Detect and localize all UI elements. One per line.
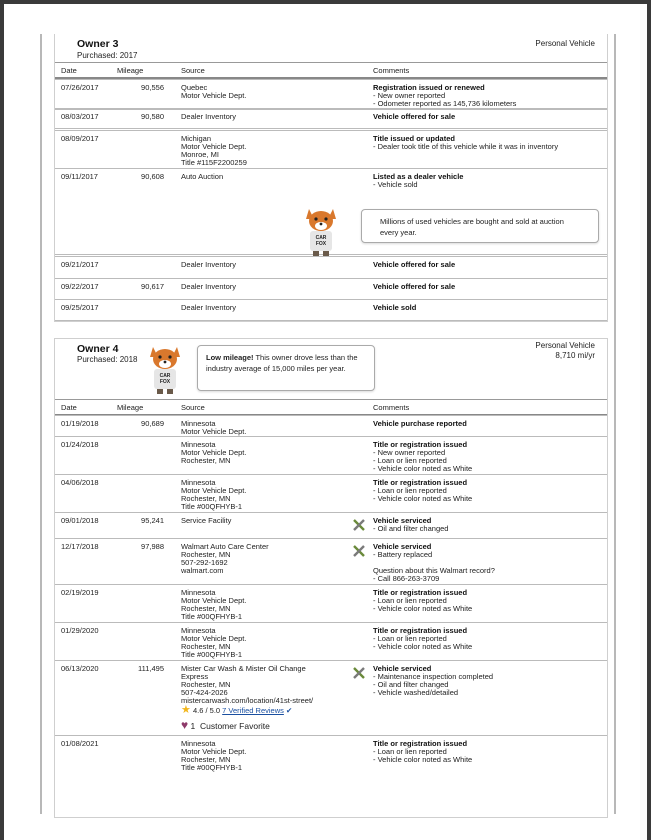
- table-row: [55, 735, 607, 819]
- comment-title: Vehicle offered for sale: [373, 112, 456, 121]
- row-source: Dealer Inventory: [181, 112, 237, 121]
- row-comment: [373, 420, 603, 428]
- table-header: [55, 62, 607, 79]
- row-comment: [373, 173, 603, 189]
- row-date: 08/03/2017: [61, 112, 99, 121]
- row-source: Michigan Motor Vehicle Dept. Monroe, MI Title #115F2200259: [181, 134, 247, 167]
- row-source: Minnesota Motor Vehicle Dept. Rochester, MN: [181, 440, 247, 465]
- tip-text: This owner drove less than the industry average of 15,000 miles per year.: [206, 353, 358, 373]
- comment-detail: - New owner reported - Odometer reported as 145,736 kilometers: [373, 91, 517, 108]
- col-source: Source: [181, 66, 205, 75]
- row-mileage: 90,556: [141, 83, 164, 92]
- row-date: 01/24/2018: [61, 440, 99, 449]
- comment-detail: - Battery replaced Question about this Walmart record? - Call 866-263-3709: [373, 550, 495, 583]
- row-date: 09/11/2017: [61, 172, 98, 181]
- favorite-count: 1: [190, 721, 196, 731]
- comment-title: Title or registration issued: [373, 440, 468, 449]
- row-comment: [373, 665, 603, 697]
- comment-detail: - Loan or lien reported - Vehicle color noted as White: [373, 596, 473, 613]
- comment-title: Vehicle sold: [373, 303, 417, 312]
- table-row: [55, 538, 607, 585]
- service-wrench-icon: [352, 544, 366, 558]
- row-comment: [373, 543, 603, 583]
- row-source: Minnesota Motor Vehicle Dept. Rochester, MN Title #00QFHYB-1: [181, 478, 247, 511]
- table-row: [55, 79, 607, 110]
- owner-miles-per-year: 8,710 mi/yr: [555, 351, 595, 360]
- col-comments: Comments: [373, 403, 410, 412]
- owner-4-section: [54, 338, 608, 818]
- row-source: Quebec Motor Vehicle Dept.: [181, 83, 247, 100]
- row-date: 01/19/2018: [61, 419, 99, 428]
- row-date: 07/26/2017: [61, 83, 99, 92]
- svg-text:CAR: CAR: [159, 373, 171, 379]
- heart-icon: ♥: [181, 718, 189, 732]
- comment-detail: - New owner reported - Loan or lien reported - Vehicle color noted as White: [373, 448, 473, 473]
- comment-title: Registration issued or renewed: [373, 83, 485, 92]
- row-source: Minnesota Motor Vehicle Dept. Rochester, MN Title #00QFHYB-1: [181, 588, 247, 621]
- row-mileage: 90,608: [141, 172, 164, 181]
- comment-title: Vehicle serviced: [373, 516, 432, 525]
- owner-title: Owner 3: [77, 38, 119, 50]
- row-date: 12/17/2018: [61, 542, 99, 551]
- table-row: [55, 436, 607, 475]
- car-fox-mascot-icon: [145, 343, 185, 395]
- table-row: [55, 512, 607, 539]
- row-comment: [373, 479, 603, 503]
- report-page: [4, 4, 647, 840]
- comment-detail: - Loan or lien reported - Vehicle color noted as White: [373, 634, 473, 651]
- low-mileage-tip-bubble: [197, 345, 375, 391]
- row-date: 09/21/2017: [61, 260, 99, 269]
- row-mileage: 95,241: [141, 516, 164, 525]
- row-source: Minnesota Motor Vehicle Dept. Rochester, MN Title #00QFHYB-1: [181, 739, 247, 772]
- row-date: 01/29/2020: [61, 626, 99, 635]
- row-date: 08/09/2017: [61, 134, 99, 143]
- owner-3-section: [54, 34, 608, 322]
- table-row: [55, 622, 607, 661]
- table-row: [55, 299, 607, 321]
- table-header: [55, 399, 607, 416]
- col-mileage: Mileage: [117, 66, 144, 75]
- table-row: [55, 278, 607, 300]
- row-source: Dealer Inventory: [181, 260, 237, 269]
- comment-detail: - Oil and filter changed: [373, 524, 449, 533]
- owner-title: Owner 4: [77, 343, 119, 355]
- comment-detail: - Maintenance inspection completed - Oil and filter changed - Vehicle washed/detailed: [373, 672, 494, 697]
- rating-line: [181, 706, 292, 715]
- row-comment: [373, 261, 603, 269]
- table-row: [55, 660, 607, 736]
- col-source: Source: [181, 403, 205, 412]
- row-date: 09/25/2017: [61, 303, 99, 312]
- row-date: 09/22/2017: [61, 282, 99, 291]
- table-row: [55, 130, 607, 169]
- row-mileage: 90,580: [141, 112, 164, 121]
- table-row: [55, 584, 607, 623]
- row-date: 02/19/2019: [61, 588, 99, 597]
- svg-text:FOX: FOX: [159, 379, 171, 385]
- row-source: Minnesota Motor Vehicle Dept.: [181, 419, 247, 436]
- row-mileage: 90,617: [141, 282, 164, 291]
- row-source: Service Facility: [181, 516, 232, 525]
- row-comment: [373, 283, 603, 291]
- service-wrench-icon: [352, 518, 366, 532]
- comment-detail: - Vehicle sold: [373, 180, 418, 189]
- table-row: [55, 108, 607, 129]
- comment-title: Title or registration issued: [373, 739, 468, 748]
- comment-title: Title or registration issued: [373, 588, 468, 597]
- tip-bold: Low mileage!: [206, 353, 254, 362]
- comment-title: Vehicle purchase reported: [373, 419, 467, 428]
- comment-title: Listed as a dealer vehicle: [373, 172, 464, 181]
- row-comment: [373, 135, 603, 151]
- row-mileage: 97,988: [141, 542, 164, 551]
- row-date: 04/06/2018: [61, 478, 99, 487]
- col-mileage: Mileage: [117, 403, 144, 412]
- table-row: [55, 474, 607, 513]
- rating-value: 4.6 / 5.0: [192, 706, 221, 715]
- svg-text:FOX: FOX: [315, 241, 327, 247]
- row-comment: [373, 304, 603, 312]
- table-row: [55, 415, 607, 437]
- comment-title: Vehicle offered for sale: [373, 260, 456, 269]
- owner-vehicle-info: [535, 341, 595, 361]
- comment-title: Vehicle serviced: [373, 664, 432, 673]
- row-source: Walmart Auto Care Center Rochester, MN 507-292-1692 walmart.com: [181, 542, 269, 575]
- row-comment: [373, 441, 603, 473]
- customer-favorite: [181, 718, 270, 732]
- row-source: Minnesota Motor Vehicle Dept. Rochester, MN Title #00QFHYB-1: [181, 626, 247, 659]
- row-source: Dealer Inventory: [181, 282, 237, 291]
- car-fox-mascot-icon: [301, 205, 341, 257]
- service-wrench-icon: [352, 666, 366, 680]
- owner-purchased: Purchased: 2017: [77, 51, 138, 60]
- verified-reviews-link[interactable]: 7 Verified Reviews: [222, 706, 284, 715]
- comment-title: Title issued or updated: [373, 134, 455, 143]
- row-comment: [373, 589, 603, 613]
- row-source: Auto Auction: [181, 172, 224, 181]
- row-date: 06/13/2020: [61, 664, 99, 673]
- table-row: [55, 256, 607, 279]
- svg-text:CAR: CAR: [315, 235, 327, 241]
- right-divider: [614, 34, 616, 814]
- row-comment: [373, 627, 603, 651]
- star-icon: ★: [181, 704, 191, 716]
- col-date: Date: [61, 66, 77, 75]
- comment-detail: - Loan or lien reported - Vehicle color noted as White: [373, 486, 473, 503]
- comment-title: Title or registration issued: [373, 478, 468, 487]
- row-source: Mister Car Wash & Mister Oil Change Express Rochester, MN 507-424-2026 mistercarwash.com/location/41st-street/: [181, 664, 314, 705]
- owner-vehicle-type: Personal Vehicle: [535, 39, 595, 48]
- owner-purchased: Purchased: 2018: [77, 355, 138, 364]
- col-comments: Comments: [373, 66, 410, 75]
- col-date: Date: [61, 403, 77, 412]
- favorite-label: Customer Favorite: [199, 721, 270, 731]
- row-date: 01/08/2021: [61, 739, 99, 748]
- row-comment: [373, 740, 603, 764]
- row-mileage: 111,495: [138, 664, 164, 673]
- row-mileage: 90,689: [141, 419, 164, 428]
- owner-vehicle-type: Personal Vehicle: [535, 341, 595, 350]
- row-comment: [373, 84, 603, 108]
- row-comment: [373, 113, 603, 121]
- row-source: Dealer Inventory: [181, 303, 237, 312]
- row-comment: [373, 517, 603, 533]
- left-divider: [40, 34, 42, 814]
- auction-tip-bubble: Millions of used vehicles are bought and sold at auction every year.: [361, 209, 599, 243]
- table-row: [55, 168, 607, 255]
- comment-title: Vehicle offered for sale: [373, 282, 456, 291]
- comment-title: Title or registration issued: [373, 626, 468, 635]
- comment-detail: - Dealer took title of this vehicle while it was in inventory: [373, 142, 559, 151]
- comment-detail: - Loan or lien reported - Vehicle color noted as White: [373, 747, 473, 764]
- comment-title: Vehicle serviced: [373, 542, 432, 551]
- verified-badge-icon: ✔: [285, 706, 293, 715]
- row-date: 09/01/2018: [61, 516, 99, 525]
